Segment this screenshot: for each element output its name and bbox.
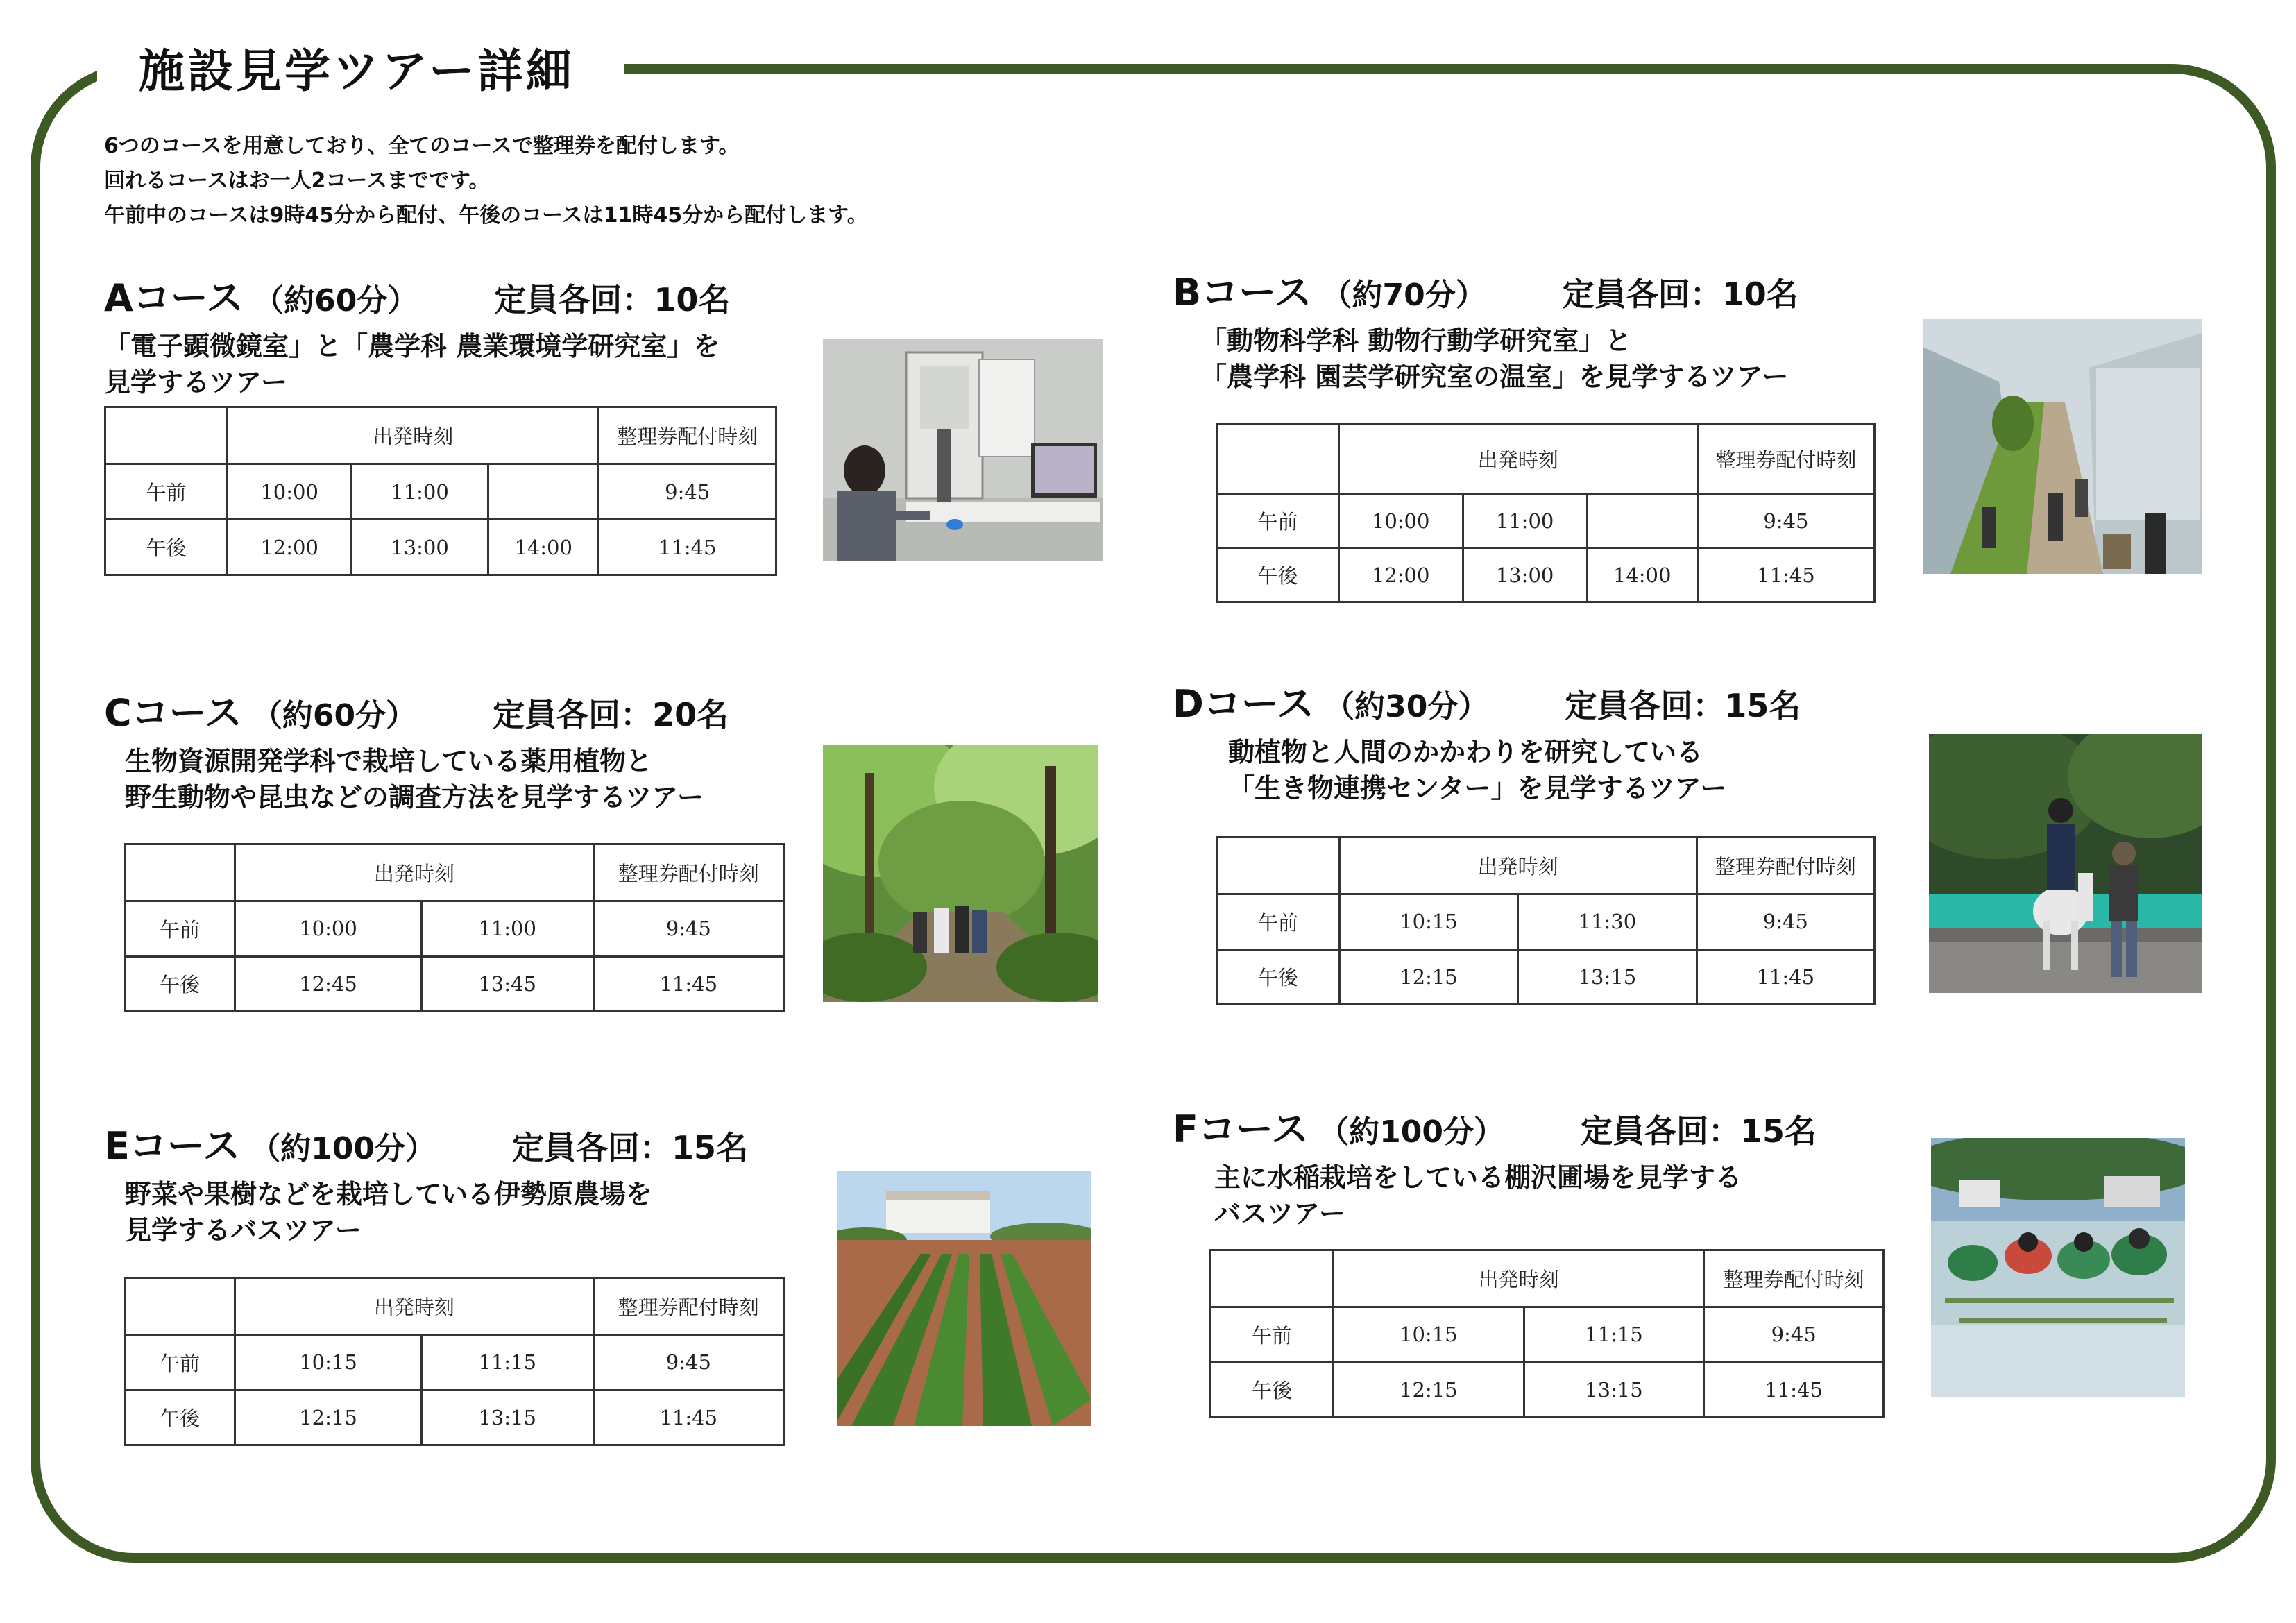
course-capacity: 定員各回：15名	[1581, 1112, 1817, 1150]
description-line: 見学するツアー	[104, 367, 288, 398]
ticket-header: 整理券配付時刻	[1697, 838, 1874, 894]
ticket-header: 整理券配付時刻	[599, 407, 776, 464]
am-label: 午前	[125, 1335, 235, 1391]
course-capacity: 定員各回：15名	[512, 1129, 749, 1166]
course-capacity: 定員各回：10名	[494, 281, 731, 318]
photo-isehara-farm	[837, 1171, 1091, 1426]
departure-header: 出発時刻	[1339, 838, 1697, 894]
course-name: Aコース	[104, 276, 244, 320]
course-description	[1200, 323, 1798, 395]
schedule-table-d	[1216, 836, 1876, 1005]
intro-line: 午前中のコースは9時45分から配付、午後のコースは11時45分から配付します。	[104, 203, 868, 228]
time-cell: 10:15	[1334, 1307, 1524, 1363]
time-cell: 14:00	[1587, 548, 1697, 602]
photo-forest-survey	[823, 745, 1098, 1002]
ticket-time-cell: 11:45	[593, 1390, 783, 1445]
description-line: 見学するバスツアー	[125, 1215, 362, 1246]
description-line: 「電子顕微鏡室」と「農学科 農業環境学研究室」を	[104, 331, 720, 362]
ticket-time-cell: 9:45	[593, 901, 783, 957]
description-line: 野生動物や昆虫などの調査方法を見学するツアー	[125, 782, 704, 813]
time-cell: 12:15	[235, 1390, 422, 1445]
am-label: 午前	[105, 464, 228, 520]
departure-header: 出発時刻	[235, 1278, 593, 1335]
schedule-table-e	[124, 1277, 785, 1446]
page-title: 施設見学ツアー詳細	[139, 44, 575, 98]
time-cell: 11:15	[1524, 1307, 1704, 1363]
empty-cell	[125, 1278, 235, 1335]
course-capacity: 定員各回：15名	[1565, 687, 1801, 724]
course-description	[1228, 734, 1801, 806]
description-line: 「農学科 園芸学研究室の温室」を見学するツアー	[1200, 362, 1789, 393]
course-name: Fコース	[1173, 1107, 1309, 1151]
intro-line: 6つのコースを用意しており、全てのコースで整理券を配付します。	[104, 134, 740, 158]
description-line: バスツアー	[1214, 1198, 1345, 1230]
time-cell: 13:15	[421, 1390, 593, 1445]
empty-cell	[1211, 1250, 1334, 1307]
course-duration: （約60分）	[253, 283, 418, 318]
am-label: 午前	[1217, 494, 1339, 548]
time-cell: 13:45	[421, 956, 593, 1012]
course-capacity: 定員各回：20名	[493, 696, 729, 733]
description-line: 生物資源開発学科で栽培している薬用植物と	[125, 746, 653, 777]
description-line: 野菜や果樹などを栽培している伊勢原農場を	[125, 1179, 653, 1210]
time-cell: 10:00	[235, 901, 422, 957]
time-cell: 12:15	[1339, 949, 1517, 1005]
description-line: 主に水稲栽培をしている棚沢圃場を見学する	[1214, 1162, 1742, 1193]
am-label: 午前	[1217, 894, 1340, 950]
time-cell	[488, 464, 599, 520]
pm-label: 午後	[105, 520, 228, 575]
ticket-time-cell: 9:45	[599, 464, 776, 520]
photo-greenhouse	[1923, 319, 2202, 574]
course-f	[1173, 1109, 1817, 1232]
course-name: Cコース	[104, 691, 242, 735]
time-cell	[1587, 494, 1697, 548]
photo-rice-paddy	[1931, 1138, 2185, 1397]
am-label: 午前	[1211, 1307, 1334, 1363]
departure-header: 出発時刻	[1338, 425, 1697, 494]
ticket-time-cell: 9:45	[1697, 894, 1874, 950]
course-capacity: 定員各回：10名	[1562, 275, 1798, 313]
empty-cell	[125, 844, 235, 901]
course-name: Eコース	[104, 1124, 241, 1168]
ticket-time-cell: 11:45	[1697, 548, 1874, 602]
course-description	[1214, 1159, 1817, 1232]
ticket-header: 整理券配付時刻	[1704, 1250, 1884, 1307]
ticket-time-cell: 9:45	[1704, 1307, 1884, 1363]
course-c	[104, 692, 729, 815]
course-duration: （約100分）	[250, 1131, 436, 1166]
empty-cell	[1217, 838, 1340, 894]
course-heading	[104, 692, 729, 733]
empty-cell	[105, 407, 228, 464]
time-cell: 13:15	[1518, 949, 1697, 1005]
course-description	[104, 328, 730, 400]
description-line: 動植物と人間のかかわりを研究している	[1228, 737, 1703, 768]
pm-label: 午後	[1217, 949, 1340, 1005]
pm-label: 午後	[1217, 548, 1339, 602]
time-cell: 10:00	[1338, 494, 1463, 548]
course-duration: （約60分）	[251, 698, 417, 733]
pm-label: 午後	[125, 956, 235, 1012]
intro-text	[104, 129, 868, 233]
ticket-time-cell: 9:45	[593, 1335, 783, 1391]
pm-label: 午後	[1211, 1362, 1334, 1418]
description-line: 「動物科学科 動物行動学研究室」と	[1200, 325, 1632, 357]
ticket-header: 整理券配付時刻	[1697, 425, 1874, 494]
course-heading	[1173, 683, 1801, 724]
time-cell: 14:00	[488, 520, 599, 575]
intro-line: 回れるコースはお一人2コースまでです。	[104, 169, 490, 193]
departure-header: 出発時刻	[228, 407, 599, 464]
schedule-table-a	[104, 406, 777, 576]
course-e	[104, 1125, 748, 1248]
schedule-table-b	[1216, 423, 1876, 603]
time-cell: 12:00	[228, 520, 352, 575]
time-cell: 11:30	[1518, 894, 1697, 950]
course-description	[125, 1176, 748, 1248]
departure-header: 出発時刻	[1334, 1250, 1704, 1307]
course-description	[125, 743, 729, 815]
course-d	[1173, 683, 1801, 806]
schedule-table-c	[124, 843, 785, 1012]
time-cell: 12:45	[235, 956, 422, 1012]
time-cell: 13:00	[1463, 548, 1587, 602]
photo-electron-microscope	[823, 339, 1103, 561]
departure-header: 出発時刻	[235, 844, 593, 901]
time-cell: 11:00	[421, 901, 593, 957]
course-heading	[1173, 272, 1798, 313]
ticket-time-cell: 9:45	[1697, 494, 1874, 548]
time-cell: 11:00	[352, 464, 488, 520]
course-heading	[1173, 1109, 1817, 1150]
course-duration: （約30分）	[1324, 689, 1489, 724]
schedule-table-f	[1209, 1249, 1885, 1418]
ticket-time-cell: 11:45	[1704, 1362, 1884, 1418]
time-cell: 10:15	[1339, 894, 1517, 950]
am-label: 午前	[125, 901, 235, 957]
time-cell: 10:00	[228, 464, 352, 520]
course-heading	[104, 278, 730, 318]
time-cell: 12:15	[1334, 1362, 1524, 1418]
course-b	[1173, 272, 1798, 395]
course-duration: （約70分）	[1321, 278, 1486, 313]
course-name: Bコース	[1173, 271, 1312, 314]
time-cell: 11:00	[1463, 494, 1587, 548]
pm-label: 午後	[125, 1390, 235, 1445]
ticket-header: 整理券配付時刻	[593, 844, 783, 901]
course-name: Dコース	[1173, 682, 1315, 726]
time-cell: 12:00	[1338, 548, 1463, 602]
ticket-time-cell: 11:45	[1697, 949, 1874, 1005]
ticket-time-cell: 11:45	[593, 956, 783, 1012]
ticket-header: 整理券配付時刻	[593, 1278, 783, 1335]
time-cell: 13:00	[352, 520, 488, 575]
ticket-time-cell: 11:45	[599, 520, 776, 575]
description-line: 「生き物連携センター」を見学するツアー	[1228, 773, 1727, 804]
photo-horse-riding	[1929, 734, 2202, 993]
time-cell: 13:15	[1524, 1362, 1704, 1418]
time-cell: 10:15	[235, 1335, 422, 1391]
time-cell: 11:15	[421, 1335, 593, 1391]
course-heading	[104, 1125, 748, 1166]
course-duration: （約100分）	[1318, 1114, 1505, 1150]
course-a	[104, 278, 730, 400]
empty-cell	[1217, 425, 1339, 494]
